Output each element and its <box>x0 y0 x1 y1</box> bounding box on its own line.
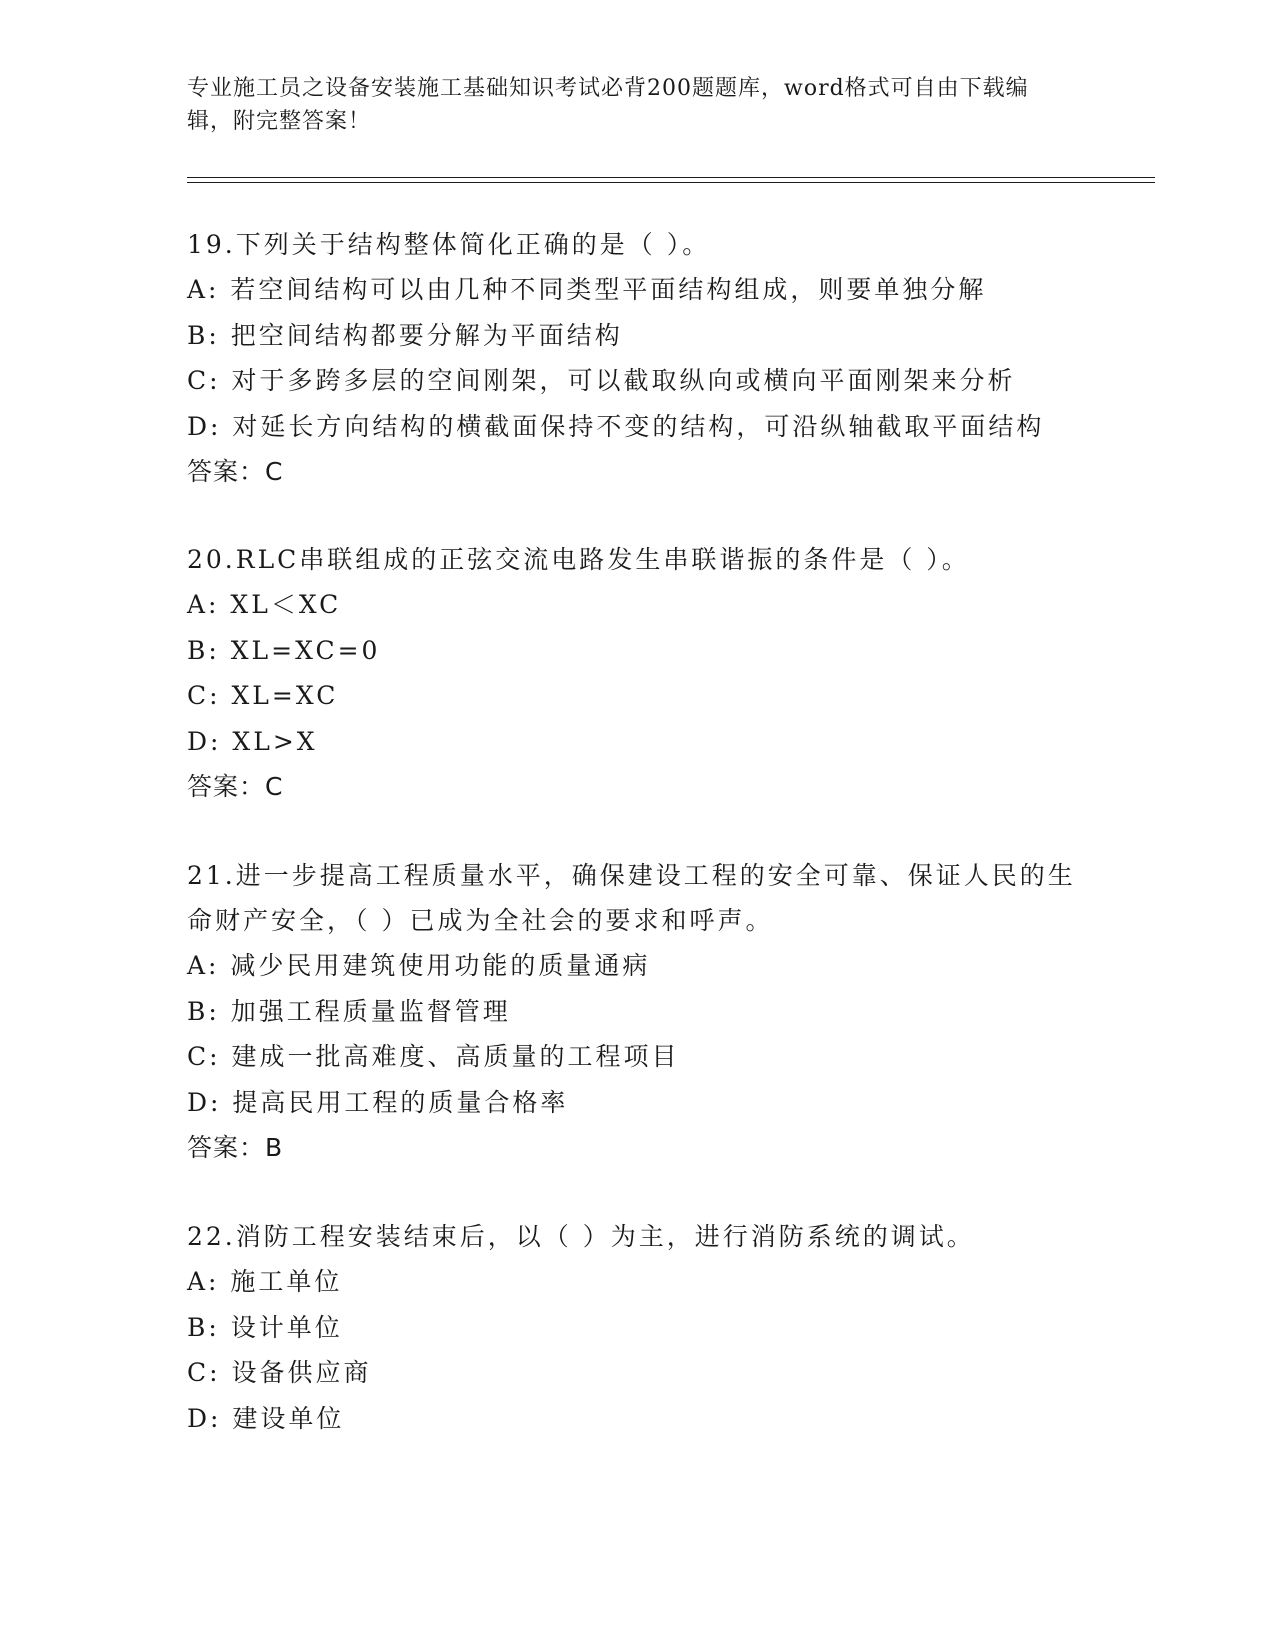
question-20 <box>187 537 1087 809</box>
question-stem: 19.下列关于结构整体简化正确的是（ ）。 <box>187 230 711 259</box>
option-c: C: 对于多跨多层的空间刚架，可以截取纵向或横向平面刚架来分析 <box>187 366 1016 395</box>
answer-line: 答案：C <box>187 772 284 801</box>
option-b: B: 把空间结构都要分解为平面结构 <box>187 320 623 350</box>
question-stem: 21.进一步提高工程质量水平，确保建设工程的安全可靠、保证人民的生命财产安全，（ ）已成为全社会的要求和呼声。 <box>187 861 1076 935</box>
document-header <box>187 72 1067 138</box>
option-d: D: 建设单位 <box>187 1403 345 1433</box>
option-d: D: XL>X <box>187 726 318 756</box>
answer-line: 答案：C <box>187 457 284 486</box>
option-c: C: XL=XC <box>187 681 339 710</box>
header-divider <box>187 177 1155 183</box>
option-a: A: XL＜XC <box>187 590 342 619</box>
question-21 <box>187 853 1087 1170</box>
option-c: C: 建成一批高难度、高质量的工程项目 <box>187 1042 680 1071</box>
option-b: B: 设计单位 <box>187 1312 343 1342</box>
option-d: D: 对延长方向结构的横截面保持不变的结构，可沿纵轴截取平面结构 <box>187 411 1045 441</box>
question-19 <box>187 222 1087 494</box>
option-a: A: 减少民用建筑使用功能的质量通病 <box>187 951 651 980</box>
option-b: B: 加强工程质量监督管理 <box>187 996 511 1026</box>
option-b: B: XL=XC=0 <box>187 635 381 665</box>
question-stem: 20.RLC串联组成的正弦交流电路发生串联谐振的条件是（ ）。 <box>187 545 970 574</box>
option-c: C: 设备供应商 <box>187 1358 372 1387</box>
question-stem: 22.消防工程安装结束后，以（ ）为主，进行消防系统的调试。 <box>187 1222 975 1251</box>
answer-line: 答案：B <box>187 1133 284 1162</box>
option-d: D: 提高民用工程的质量合格率 <box>187 1087 569 1117</box>
option-a: A: 施工单位 <box>187 1267 343 1296</box>
question-22 <box>187 1214 1087 1441</box>
header-title: 专业施工员之设备安装施工基础知识考试必背200题题库，word格式可自由下载编辑，附完整答案！ <box>187 76 1029 134</box>
option-a: A: 若空间结构可以由几种不同类型平面结构组成，则要单独分解 <box>187 275 987 304</box>
